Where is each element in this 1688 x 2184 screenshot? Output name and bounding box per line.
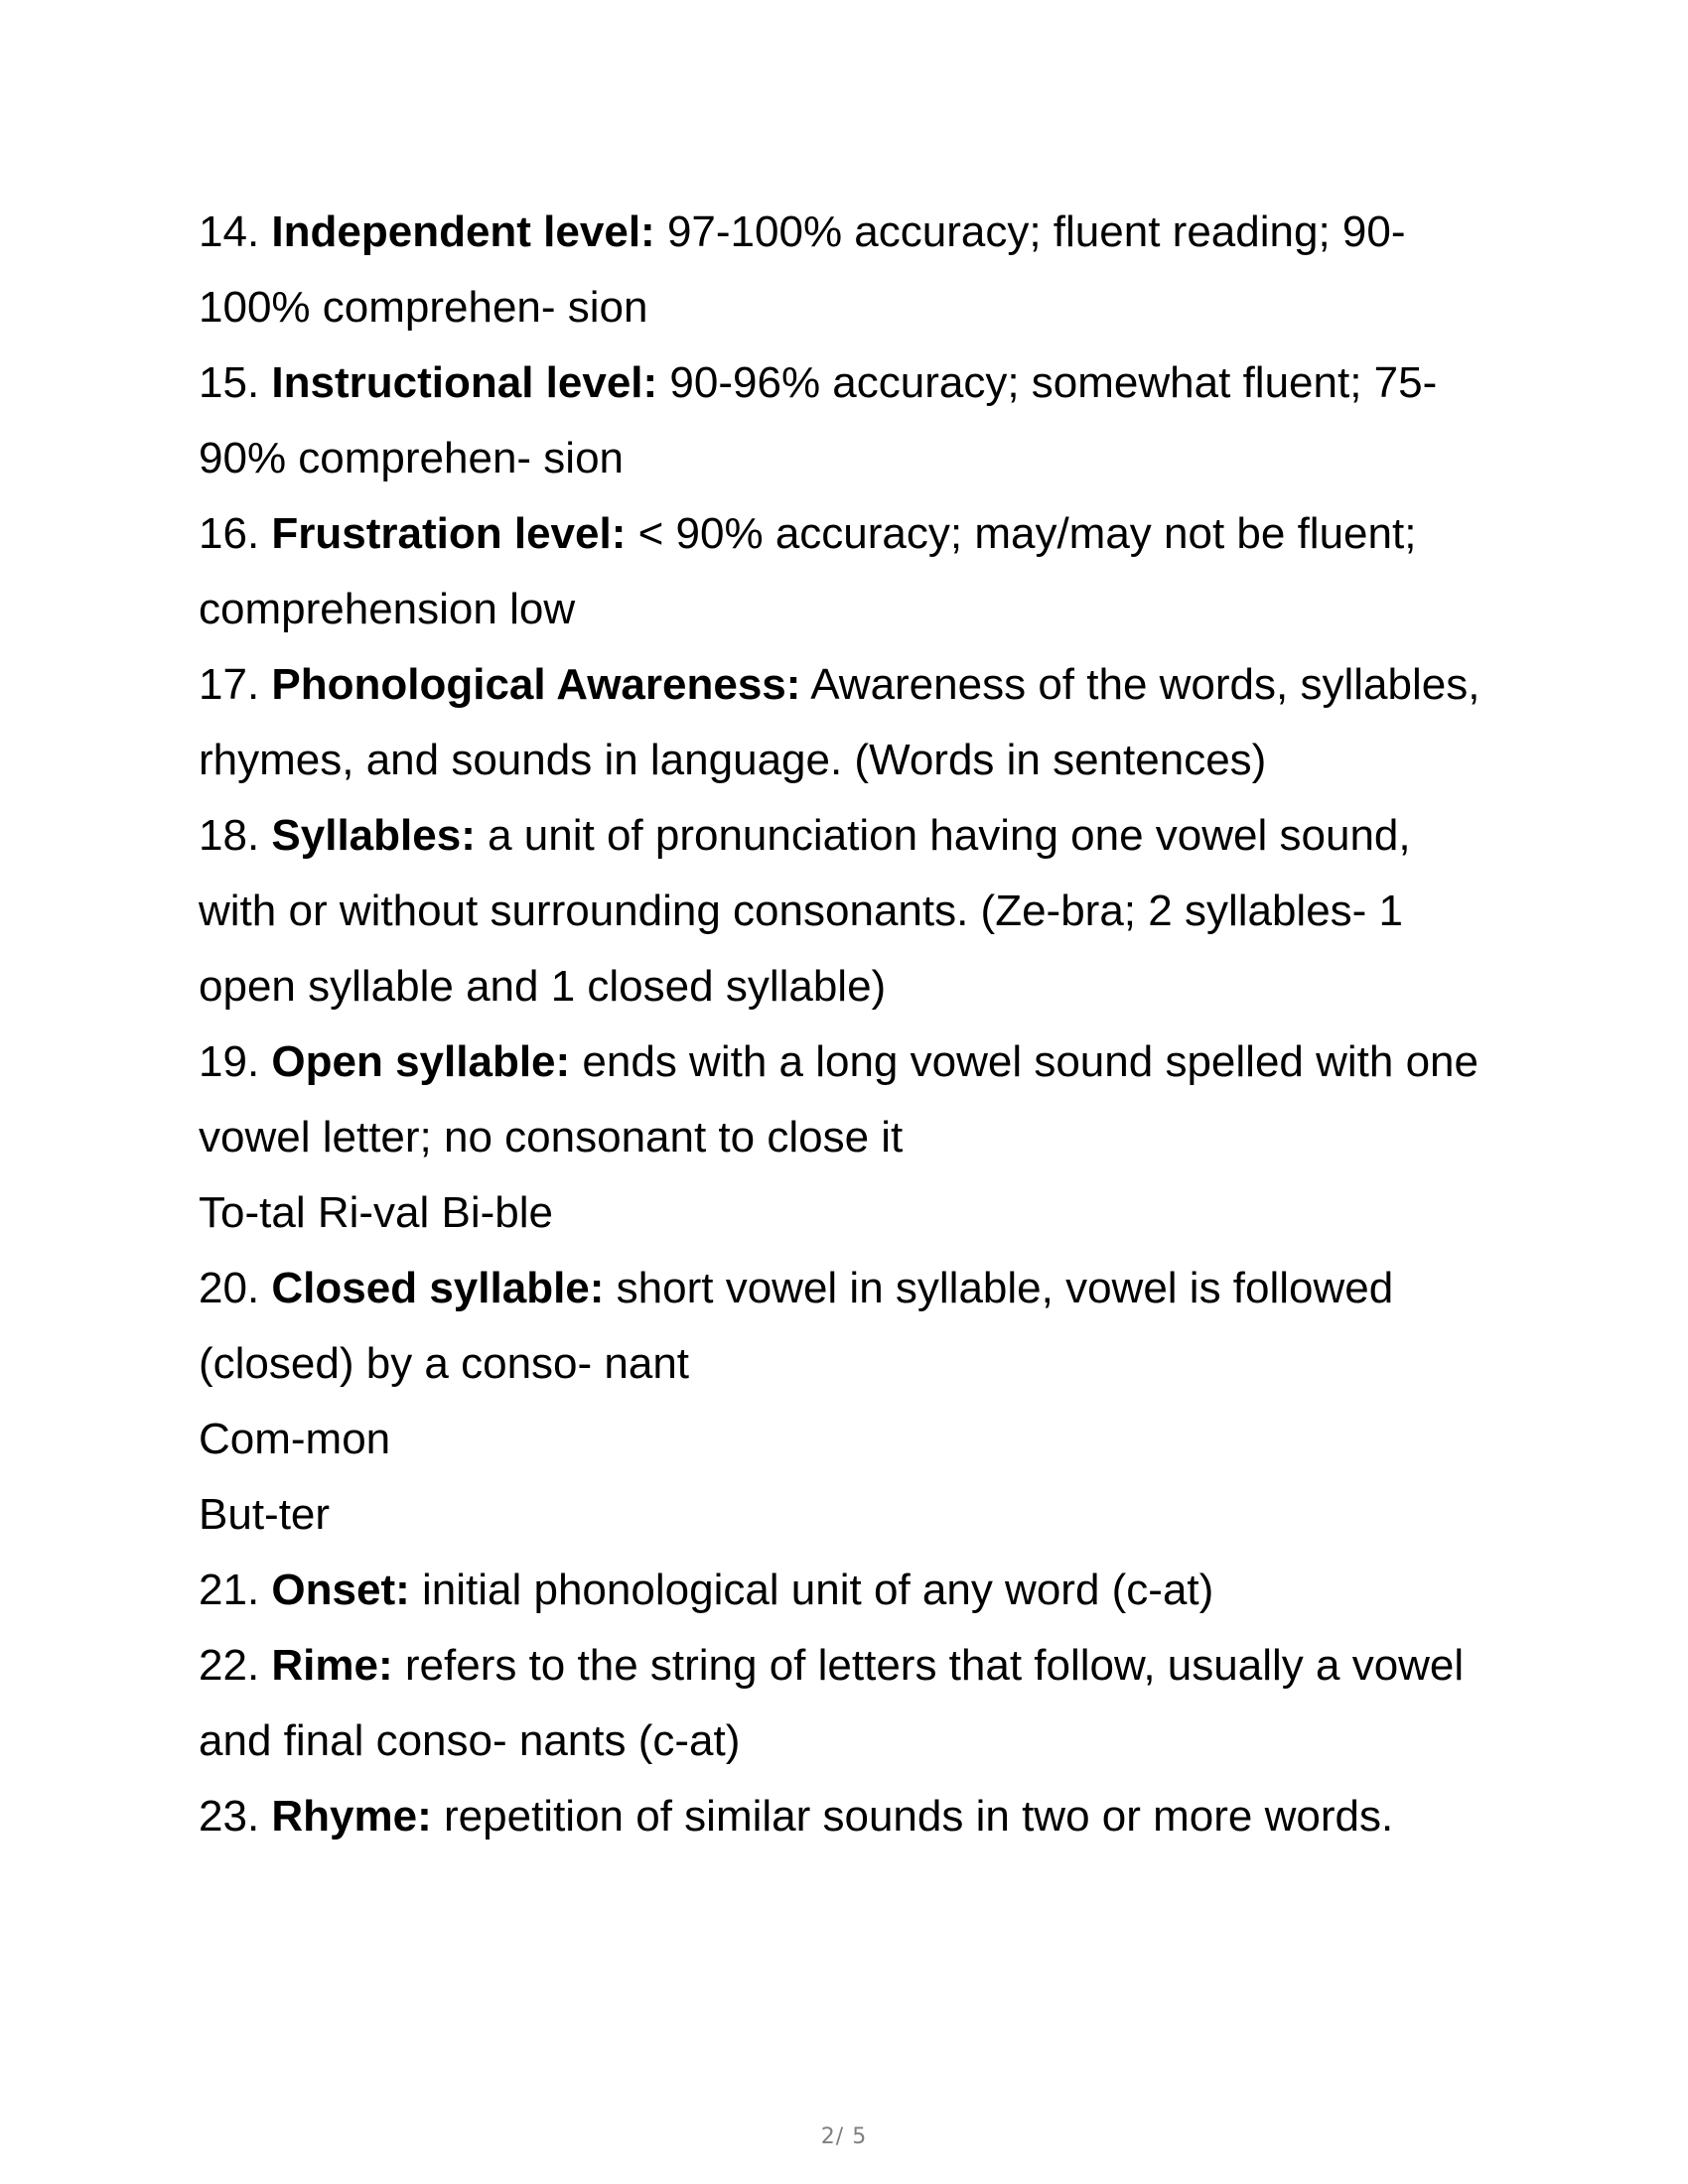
entry-18 <box>199 798 1509 874</box>
entry-term: Instructional level: <box>271 358 658 407</box>
entry-number: 23. <box>199 1792 260 1841</box>
entry-term: Phonological Awareness: <box>271 660 801 709</box>
entry-19-continuation: vowel letter; no consonant to close it <box>199 1113 904 1161</box>
entry-term: Open syllable: <box>271 1037 571 1086</box>
entry-number: 16. <box>199 509 260 558</box>
entry-number: 18. <box>199 811 260 860</box>
entry-definition: short vowel in syllable, vowel is followed <box>616 1264 1394 1312</box>
entry-definition: refers to the string of letters that follow, usually a vowel <box>404 1641 1465 1690</box>
entry-20-example: But-ter <box>199 1490 331 1539</box>
entry-19-example: To-tal Ri-val Bi-ble <box>199 1188 553 1237</box>
entry-term: Syllables: <box>271 811 476 860</box>
entry-18-continuation: with or without surrounding consonants. (Ze-bra; 2 syllables- 1 <box>199 887 1404 935</box>
entry-term: Closed syllable: <box>271 1264 605 1312</box>
entry-definition: 97-100% accuracy; fluent reading; 90- <box>666 207 1406 256</box>
entry-number: 14. <box>199 207 260 256</box>
entry-21 <box>199 1553 1509 1628</box>
page-number: 2/ 5 <box>820 2124 868 2149</box>
entry-term: Independent level: <box>271 207 655 256</box>
entry-number: 20. <box>199 1264 260 1312</box>
entry-14 <box>199 195 1509 270</box>
entry-number: 21. <box>199 1566 260 1614</box>
document-body <box>199 195 1509 1854</box>
entry-15-continuation: 90% comprehen- sion <box>199 434 625 482</box>
entry-term: Rime: <box>271 1641 393 1690</box>
entry-definition: < 90% accuracy; may/may not be fluent; <box>637 509 1417 558</box>
entry-19 <box>199 1024 1509 1100</box>
entry-term: Frustration level: <box>271 509 627 558</box>
entry-definition: 90-96% accuracy; somewhat fluent; 75- <box>669 358 1438 407</box>
entry-number: 19. <box>199 1037 260 1086</box>
entry-23 <box>199 1779 1509 1854</box>
entry-15 <box>199 345 1509 421</box>
entry-definition: initial phonological unit of any word (c-at) <box>422 1566 1214 1614</box>
entry-definition: a unit of pronunciation having one vowel sound, <box>488 811 1411 860</box>
entry-16-continuation: comprehension low <box>199 585 576 633</box>
entry-22 <box>199 1628 1509 1704</box>
entry-term: Onset: <box>271 1566 410 1614</box>
entry-20-continuation: (closed) by a conso- nant <box>199 1339 690 1388</box>
entry-17-continuation: rhymes, and sounds in language. (Words in sentences) <box>199 736 1267 784</box>
entry-number: 17. <box>199 660 260 709</box>
entry-20 <box>199 1251 1509 1326</box>
entry-16 <box>199 496 1509 572</box>
entry-17 <box>199 647 1509 723</box>
entry-definition: repetition of similar sounds in two or more words. <box>444 1792 1394 1841</box>
entry-14-continuation: 100% comprehen- sion <box>199 283 648 332</box>
entry-definition: Awareness of the words, syllables, <box>810 660 1480 709</box>
entry-20-example: Com-mon <box>199 1415 391 1463</box>
entry-definition: ends with a long vowel sound spelled with one <box>582 1037 1478 1086</box>
entry-22-continuation: and final conso- nants (c-at) <box>199 1716 741 1765</box>
entry-term: Rhyme: <box>271 1792 432 1841</box>
entry-number: 15. <box>199 358 260 407</box>
entry-18-continuation: open syllable and 1 closed syllable) <box>199 962 887 1011</box>
entry-number: 22. <box>199 1641 260 1690</box>
